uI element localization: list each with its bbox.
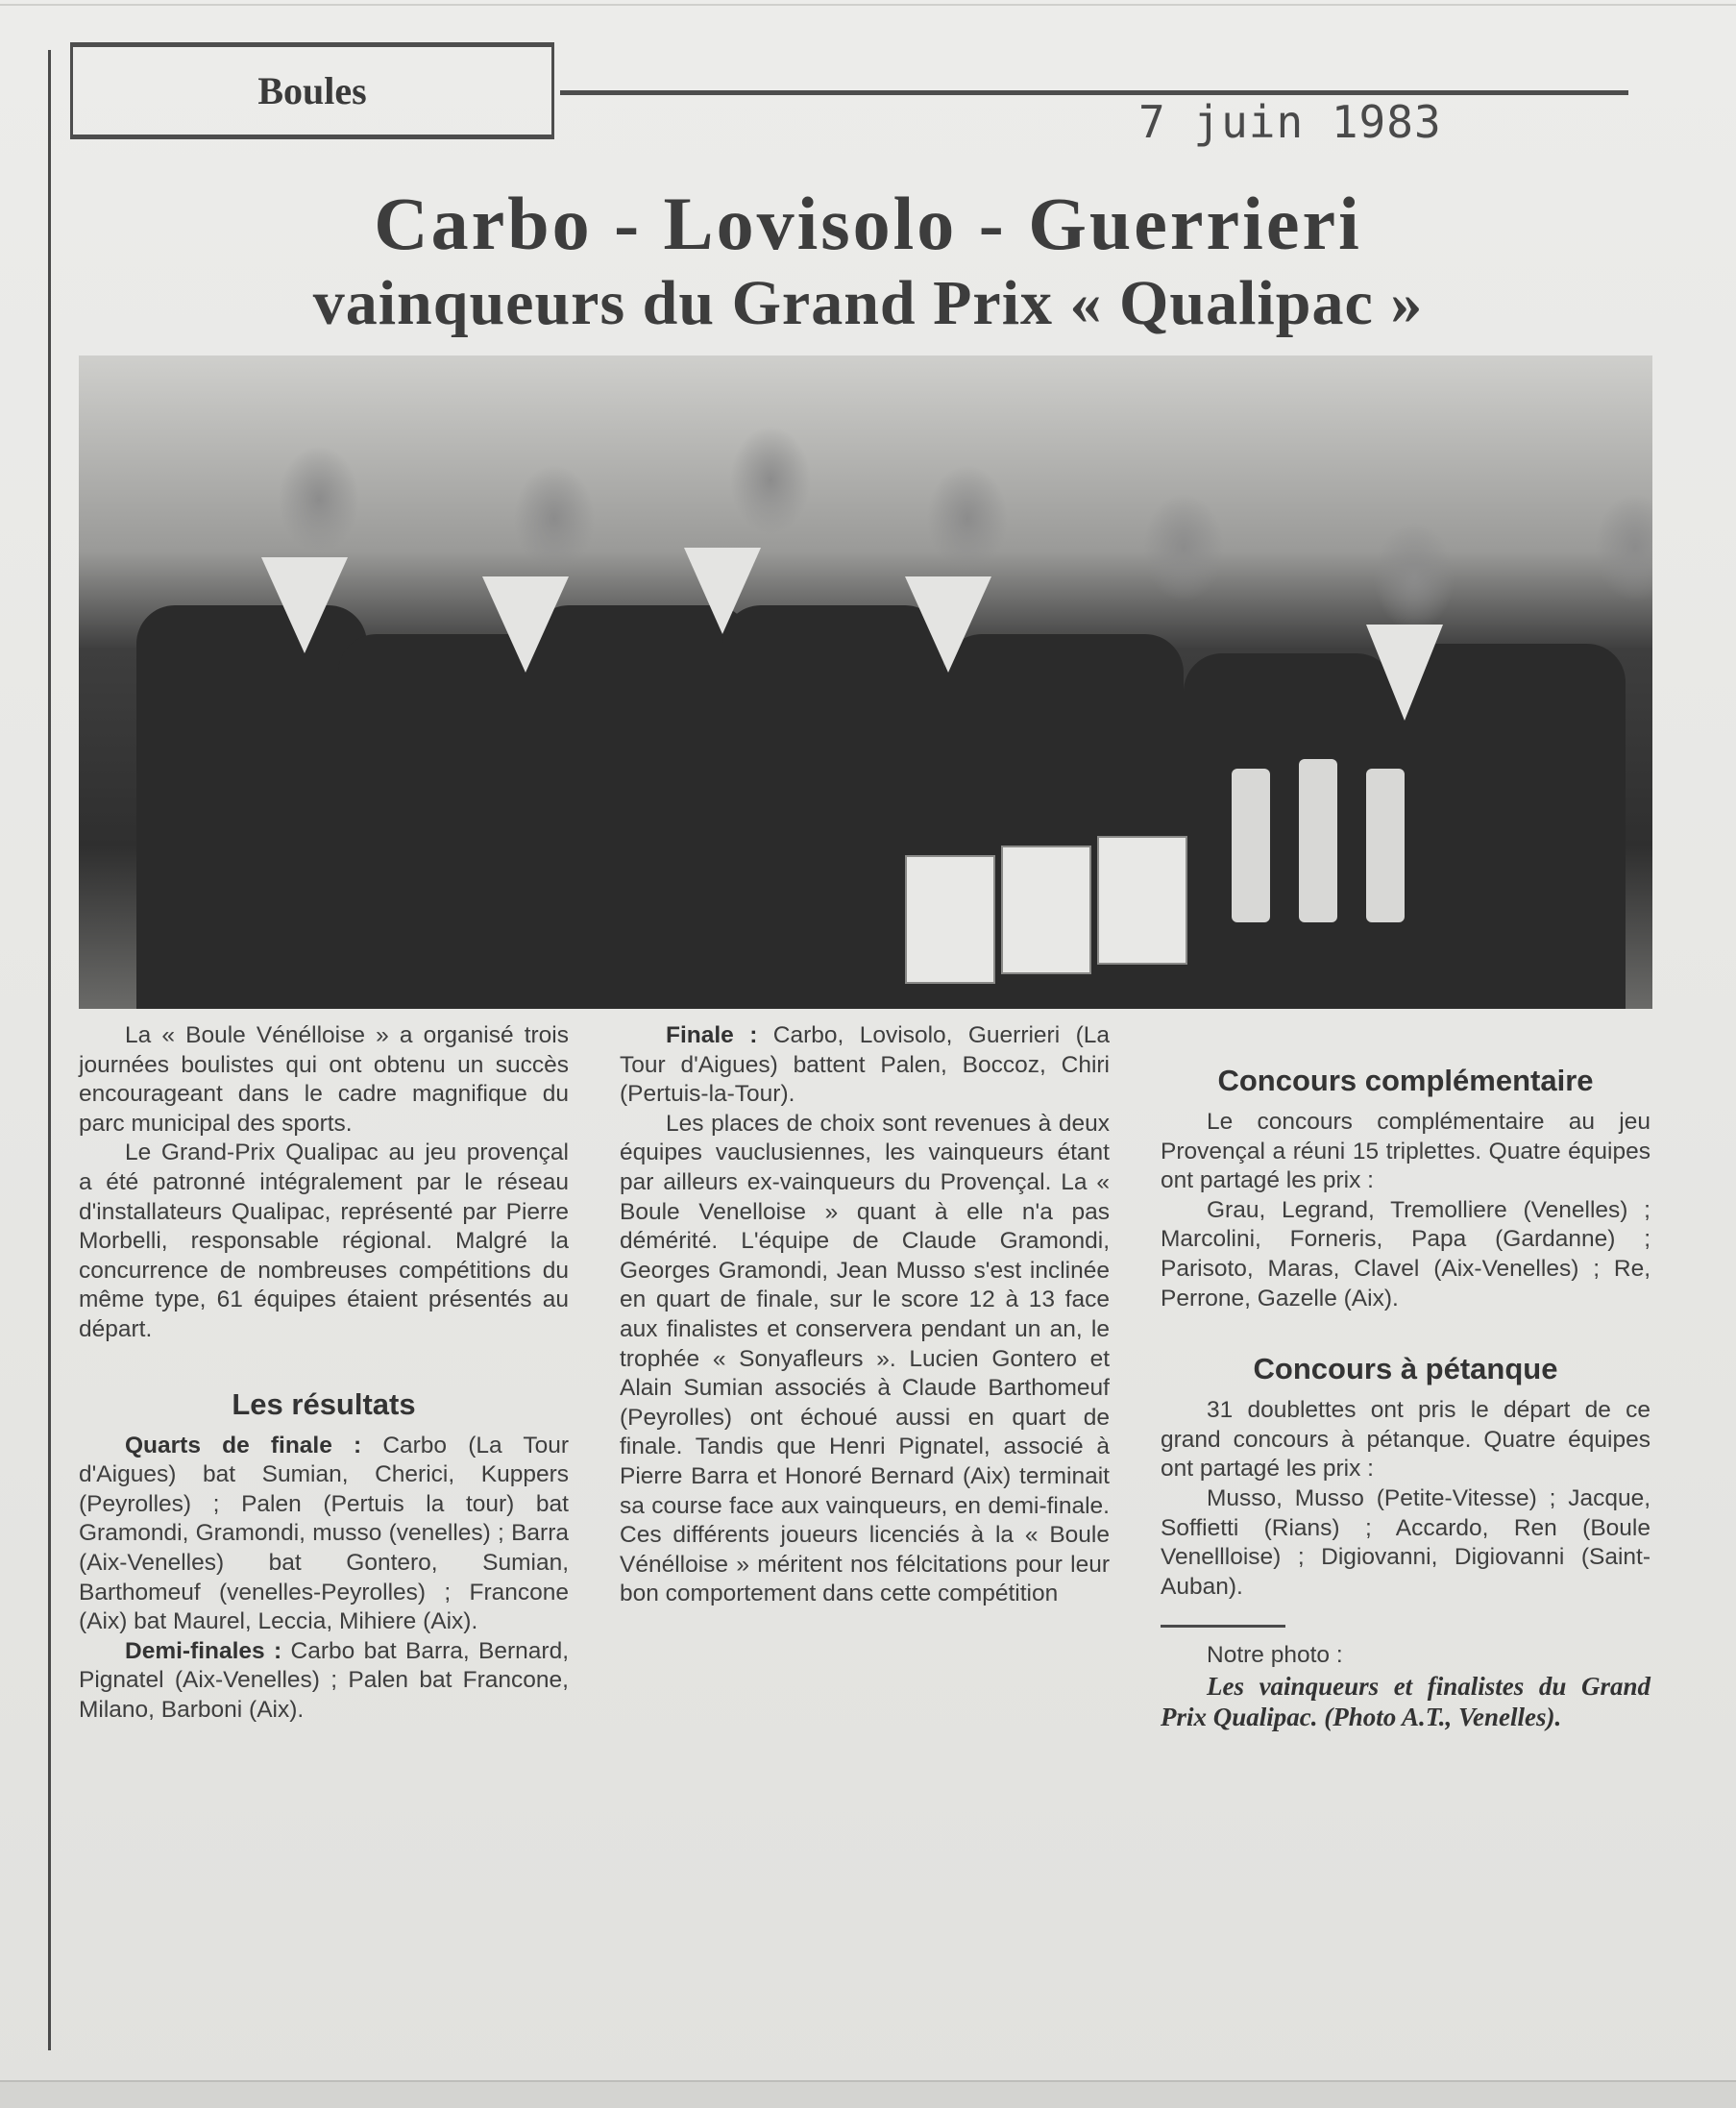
results-heading: Les résultats — [232, 1386, 416, 1421]
final-paragraph — [620, 1021, 1110, 1110]
intro-paragraph: La « Boule Vénélloise » a organisé trois journées boulistes qui ont obtenu un succès encourageant dans le cadre magnifique du parc municipal des sports. — [79, 1022, 569, 1137]
section-rubric-box — [70, 42, 554, 139]
person-figure — [530, 605, 751, 1009]
complementary-contest-winners: Grau, Legrand, Tremolliere (Venelles) ; Marcolini, Forneris, Papa (Gardanne) ; Parisoto, Maras, Clavel (Aix-Venelles) ; Re, Perrone, Gazelle (Aix). — [1161, 1196, 1650, 1311]
person-figure — [136, 605, 367, 1009]
article-column-1 — [79, 1021, 569, 1725]
quarter-finals-label: Quarts de finale : — [125, 1432, 362, 1458]
trophy-plaque — [1001, 846, 1091, 974]
semi-finals-label: Demi-finales : — [125, 1637, 282, 1664]
quarter-finals-text: Carbo (La Tour d'Aigues) bat Sumian, Cherici, Kuppers (Peyrolles) ; Palen (Pertuis la tour) bat Gramondi, Gramondi, musso (venelles) ; Barra (Aix-Venelles) bat Gontero, Sumian, Barthomeuf (venelles-Peyrolles) ; Francone (Aix) bat Maurel, Leccia, Mihiere (Aix). — [79, 1432, 569, 1635]
sponsor-paragraph: Le Grand-Prix Qualipac au jeu provençal a été patronné intégralement par le réseau d'installateurs Qualipac, représenté par Pierre Morbelli, responsable régional. Malgré la concurrence de nombreuses compétitions du même type, 61 équipes étaient présentés au départ. — [79, 1140, 569, 1342]
trophy-plaque — [1097, 836, 1187, 965]
complementary-contest-heading: Concours complémentaire — [1217, 1064, 1594, 1097]
section-rubric: Boules — [257, 69, 367, 112]
article-column-3 — [1161, 1021, 1650, 1732]
article-column-2 — [620, 1021, 1110, 1609]
person-figure — [1385, 644, 1626, 1009]
headline-subtitle: vainqueurs du Grand Prix « Qualipac » — [312, 268, 1424, 338]
paper-edge-bottom — [0, 2080, 1736, 2108]
column-rule-left — [48, 50, 51, 2050]
semi-finals-text: Carbo bat Barra, Bernard, Pignatel (Aix-Venelles) ; Palen bat Francone, Milano, Barboni (Aix). — [79, 1637, 570, 1723]
headline-names: Carbo - Lovisolo - Guerrieri — [374, 182, 1362, 265]
petanque-contest-paragraph: 31 doublettes ont pris le départ de ce grand concours à pétanque. Quatre équipes ont partagé les prix : — [1161, 1397, 1650, 1483]
final-label: Finale : — [666, 1022, 758, 1048]
caption-intro: Notre photo : — [1207, 1642, 1343, 1669]
complementary-contest-paragraph: Le concours complémentaire au jeu Provençal a réuni 15 triplettes. Quatre équipes ont partagé les prix : — [1161, 1109, 1650, 1194]
petanque-contest-winners: Musso, Musso (Petite-Vitesse) ; Jacque, Soffietti (Rians) ; Accardo, Ren (Boule Venellloise) ; Digiovanni, Digiovanni (Saint-Auban). — [1161, 1484, 1650, 1600]
trophy-plaque — [905, 855, 995, 984]
quarter-finals-paragraph — [79, 1432, 569, 1637]
paper-edge-top — [0, 4, 1736, 6]
trophy-cup — [1299, 759, 1337, 922]
person-figure — [338, 634, 559, 1009]
commentary-paragraph: Les places de choix sont revenues à deux équipes vauclusiennes, les vainqueurs étant par ailleurs ex-vainqueurs du Provençal. La « Boule Venelloise » quant à elle n'a pas démérité. L'équipe de Claude Gramondi, Georges Gramondi, Jean Musso s'est inclinée en quart de finale, sur le score 12 à 13 face aux finalistes et conservera pendant un an, le trophée « Sonyafleurs ». Lucien Gontero et Alain Sumian associés à Claude Barthomeuf (Peyrolles) ont échoué aussi en quart de finale. Tandis que Henri Pignatel, associé à Pierre Barra et Honoré Bernard (Aix) terminait sa course face aux vainqueurs, en demi-finale. Ces différents joueurs licenciés à la « Boule Vénélloise » méritent nos félcitations pour leur bon comportement dans cette compétition — [620, 1110, 1110, 1607]
group-photo — [79, 355, 1652, 1009]
final-text: Carbo, Lovisolo, Guerrieri (La Tour d'Aigues) battent Palen, Boccoz, Chiri (Pertuis-la-Tour). — [620, 1022, 1110, 1108]
photo-caption: Les vainqueurs et finalistes du Grand Prix Qualipac. (Photo A.T., Venelles). — [1161, 1671, 1650, 1731]
person-figure — [1184, 653, 1395, 1009]
petanque-contest-heading: Concours à pétanque — [1253, 1352, 1558, 1386]
trophy-cup — [1366, 769, 1405, 922]
handwritten-date: 7 juin 1983 — [1138, 96, 1442, 148]
caption-rule — [1161, 1625, 1285, 1628]
semi-finals-paragraph — [79, 1637, 569, 1726]
rubric-rule — [560, 90, 1628, 95]
trophy-cup — [1232, 769, 1270, 922]
